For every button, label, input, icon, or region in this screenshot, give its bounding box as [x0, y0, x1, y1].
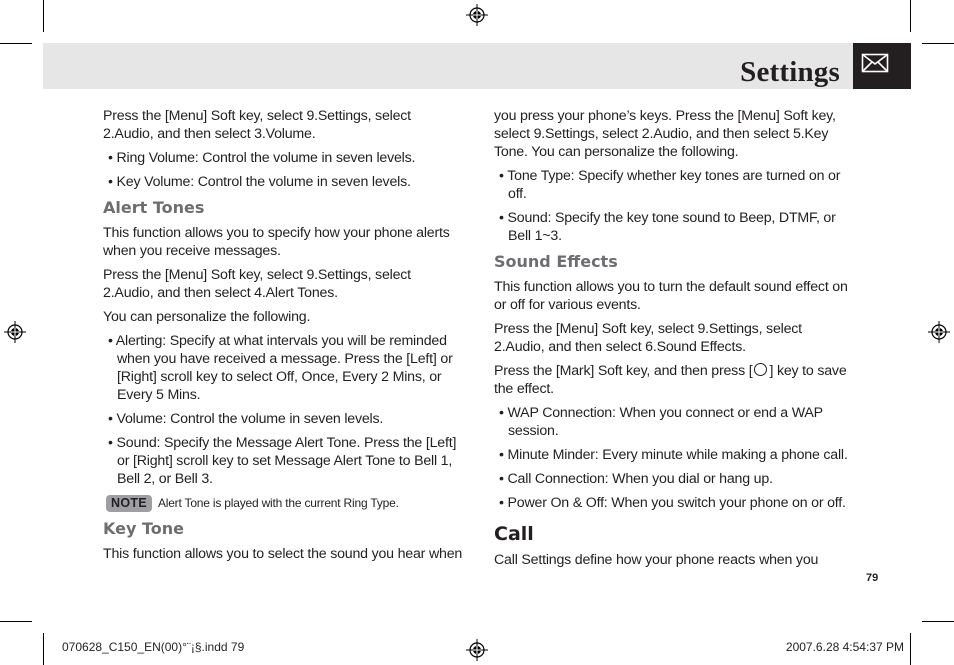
- list-item: • WAP Connection: When you connect or end a WAP session.: [494, 404, 852, 440]
- paragraph: This function allows you to specify how your phone alerts when you receive messages.: [103, 225, 450, 259]
- list-item: • Volume: Control the volume in seven levels.: [103, 410, 465, 428]
- crop-mark: [910, 0, 911, 32]
- paragraph: This function allows you to turn the default sound effect on or off for various events.: [494, 279, 848, 313]
- call-heading: Call: [494, 523, 534, 545]
- text: ] key to save the effect.: [494, 363, 847, 397]
- right-column: [494, 107, 852, 575]
- registration-mark-icon: [4, 321, 26, 343]
- list-item: • Ring Volume: Control the volume in seven levels.: [103, 149, 465, 167]
- page-number: 79: [866, 572, 879, 584]
- paragraph: Press the [Menu] Soft key, select 9.Settings, select 2.Audio, and then select 6.Sound Effects.: [494, 321, 802, 355]
- paragraph: This function allows you to select the sound you hear when: [103, 546, 463, 562]
- crop-mark: [910, 633, 911, 665]
- header-band: [43, 43, 853, 89]
- paragraph: you press your phone’s keys. Press the [Menu] Soft key, select 9.Settings, select 2.Audio, and then select 5.Key Tone. You can personalize the following.: [494, 108, 836, 160]
- crop-mark: [43, 0, 44, 32]
- list-item: • Power On & Off: When you switch your phone on or off.: [494, 494, 852, 512]
- key-tone-heading: Key Tone: [103, 519, 184, 538]
- left-column: [103, 107, 465, 569]
- list-item: • Minute Minder: Every minute while making a phone call.: [494, 446, 852, 464]
- crop-mark: [0, 621, 32, 622]
- crop-mark: [922, 43, 954, 44]
- paragraph: Press the [Menu] Soft key, select 9.Settings, select 2.Audio, and then select 4.Alert Tones.: [103, 267, 411, 301]
- registration-mark-icon: [928, 321, 950, 343]
- list-item: • Sound: Specify the Message Alert Tone. Press the [Left] or [Right] scroll key to set Message Alert Tone to Bell 1, Bell 2, or Bell 3.: [103, 434, 465, 488]
- crop-mark: [0, 43, 32, 44]
- list-item: • Alerting: Specify at what intervals you will be reminded when you have received a message. Press the [Left] or [Right] scroll key to select Off, Once, Every 2 Mins, or Every 5 Mins.: [103, 332, 465, 404]
- paragraph: You can personalize the following.: [103, 309, 311, 325]
- registration-mark-icon: [466, 639, 488, 661]
- crop-mark: [922, 621, 954, 622]
- list-item: • Sound: Specify the key tone sound to Beep, DTMF, or Bell 1~3.: [494, 209, 852, 245]
- section-tab: [853, 43, 911, 89]
- page-title: Settings: [740, 56, 840, 88]
- footer-timestamp: 2007.6.28 4:54:37 PM: [785, 640, 904, 654]
- note: [106, 494, 465, 512]
- note-text: Alert Tone is played with the current Ring Type.: [157, 496, 399, 510]
- footer-filename: 070628_C150_EN(00)°¨¡§.indd 79: [62, 640, 245, 654]
- crop-mark: [43, 633, 44, 665]
- intro-paragraph: Press the [Menu] Soft key, select 9.Settings, select 2.Audio, and then select 3.Volume.: [103, 108, 411, 142]
- sound-effects-heading: Sound Effects: [494, 252, 618, 271]
- center-key-icon: [754, 363, 767, 376]
- text: Press the [Mark] Soft key, and then press [: [494, 363, 753, 379]
- registration-mark-icon: [466, 4, 488, 26]
- list-item: • Key Volume: Control the volume in seven levels.: [103, 173, 465, 191]
- envelope-icon: [861, 51, 889, 75]
- alert-tones-heading: Alert Tones: [103, 198, 205, 217]
- list-item: • Tone Type: Specify whether key tones are turned on or off.: [494, 167, 852, 203]
- paragraph: Call Settings define how your phone reacts when you: [494, 552, 819, 568]
- paragraph: [494, 362, 852, 398]
- list-item: • Call Connection: When you dial or hang up.: [494, 470, 852, 488]
- note-badge: NOTE: [106, 495, 152, 512]
